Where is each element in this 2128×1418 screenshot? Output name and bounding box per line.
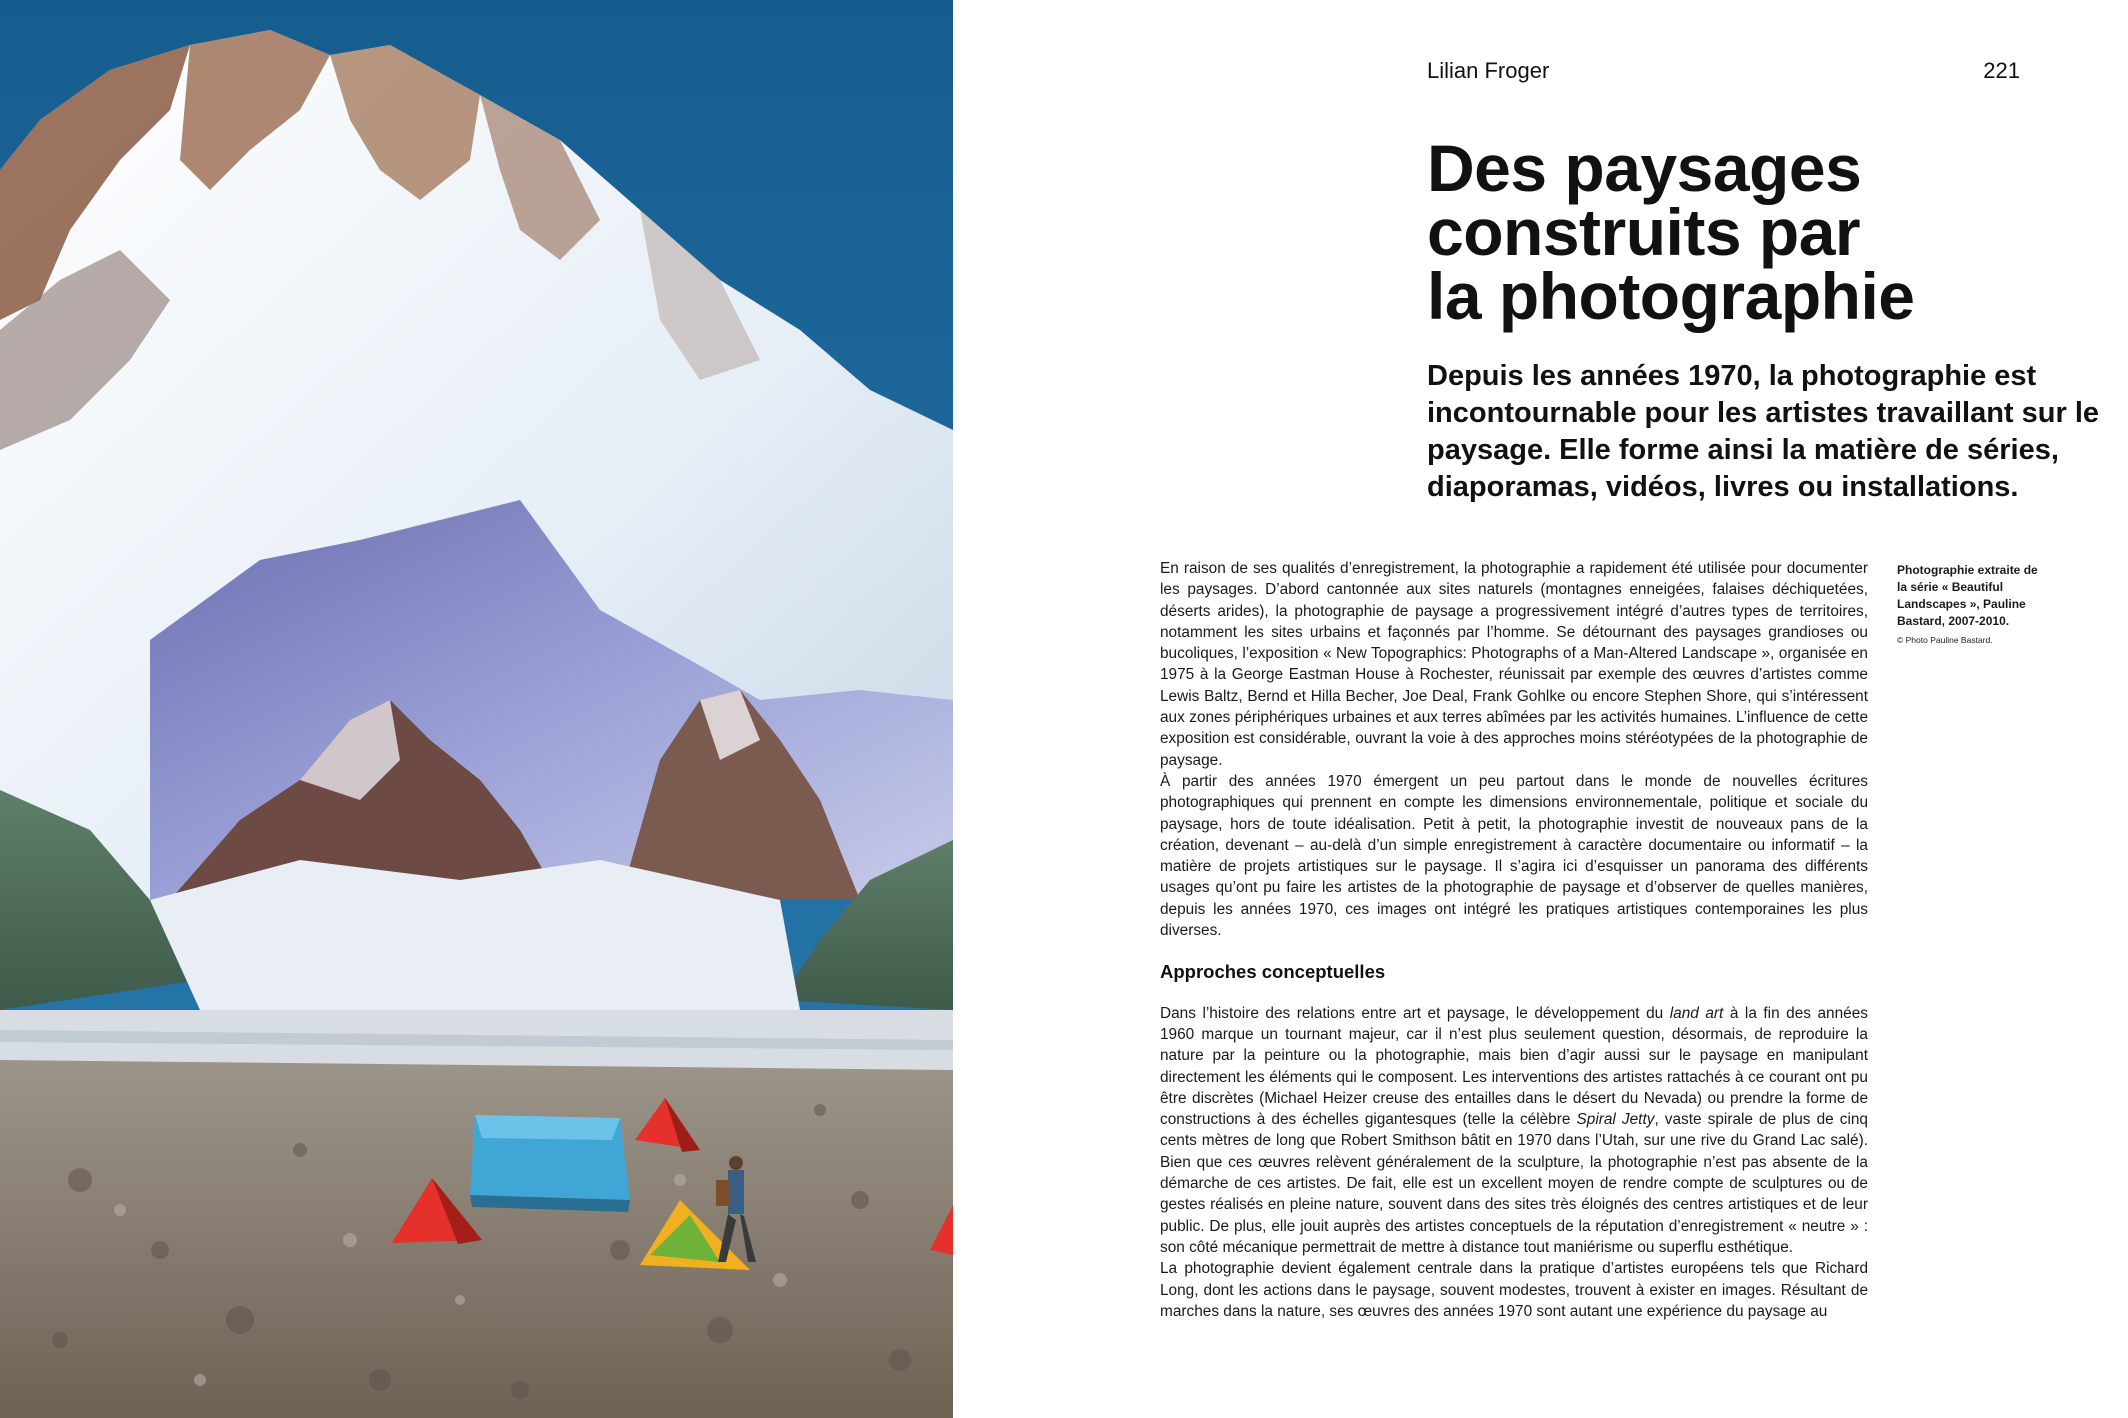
paragraph-3-part-b: à la fin des années 1960 marque un tournant majeur, car il n’est plus seulement question, désormais, de reproduire la nature par la peinture ou la photographie, mais bien d’agir aussi sur le paysage en manipulant directement les éléments qui le composent. Les interventions des artistes rattachés à ce courant ont pu être discrètes (Michael Heizer creuse des entailles dans le désert du Nevada) ou prendre la forme de constructions à des échelles gigantesques (telle la célèbre [1160, 1004, 1868, 1129]
paragraph-4: La photographie devient également centrale dans la pratique d’artistes européens tels que Richard Long, dont les actions dans le paysage, souvent modestes, trouvent à exister en images. Résultant de marches dans la nature, ses œuvres des années 1970 sont autant une expérience du paysage au [1160, 1260, 1868, 1320]
title-line-3: la photographie [1427, 259, 1915, 333]
article-lede: Depuis les années 1970, la photographie est incontournable pour les artistes travaillant sur le paysage. Elle forme ainsi la matière de séries, diaporamas, vidéos, livres ou installations. [1427, 360, 2100, 503]
article-title [1427, 131, 2087, 333]
mountain-collage-illustration [0, 0, 953, 1418]
article-page [953, 0, 2128, 1418]
running-header-author: Lilian Froger [1427, 58, 1550, 83]
title-line-1: Des paysages [1427, 131, 1862, 205]
spiral-jetty-title: Spiral Jetty [1576, 1111, 1655, 1129]
photo-credit: © Photo Pauline Bastard. [1897, 635, 1993, 645]
paragraph-2: À partir des années 1970 émergent un peu partout dans le monde de nouvelles écritures photographiques qui prennent en compte les dimensions environnementale, politique et sociale du paysage, hors de toute idéalisation. Petit à petit, la photographie investit de nouveaux pans de la création, devenant – au-delà d’un simple enregistrement à caractère documentaire ou informatif – la matière de projets artistiques sur le paysage. Il s’agira ici d’esquisser un panorama des différents usages qu’ont pu faire les artistes de la photographie de paysage et d’observer de quelles manières, depuis les années 1970, ces images ont intégré les pratiques artistiques contemporaines les plus diverses. [1160, 772, 1868, 940]
land-art-term: land art [1669, 1004, 1724, 1022]
caption-text: Photographie extraite de la série « Beautiful Landscapes », Pauline Bastard, 2007-2010. [1897, 563, 2038, 628]
paragraph-3-part-a: Dans l’histoire des relations entre art et paysage, le développement du [1160, 1004, 1670, 1022]
title-line-2: construits par [1427, 195, 1861, 269]
page-number: 221 [1983, 58, 2020, 83]
photo-caption [1897, 562, 2047, 649]
section-heading: Approches conceptuelles [1160, 961, 1386, 983]
tent-blue [470, 1115, 630, 1212]
paragraph-3-part-c: , vaste spirale de plus de cinq cents mètres de long que Robert Smithson bâtit en 1970 dans l’Utah, sur une rive du Grand Lac salé). Bien que ces œuvres relèvent généralement de la sculpture, la photographie n’est pas absente de la démarche de ces artistes. De fait, elle est un excellent moyen de rendre compte de sculptures ou de gestes réalisés en pleine nature, souvent dans des sites très éloignés des centres artistiques et de leur public. De plus, elle jouit auprès des artistes conceptuels de la réputation d’enregistrement « neutre » : son côté mécanique permettrait de mettre à distance tout maniérisme ou superflu esthétique. [1160, 1111, 1868, 1256]
collage-photograph [0, 0, 953, 1418]
article-body [1160, 558, 1868, 1322]
paragraph-3 [1160, 1003, 1868, 1259]
paragraph-1: En raison de ses qualités d’enregistrement, la photographie a rapidement été utilisée pour documenter les paysages. D’abord cantonnée aux sites naturels (montagnes enneigées, falaises déchiquetées, déserts arides), la photographie de paysage a progressivement intégré d’autres types de territoires, notamment les sites urbains et façonnés par l’homme. Se détournant des paysages grandioses ou bucoliques, l’exposition « New Topographics: Photographs of a Man-Altered Landscape », organisée en 1975 à la George Eastman House à Rochester, réunissait par exemple des œuvres d’artistes comme Lewis Baltz, Bernd et Hilla Becher, Joe Deal, Frank Gohlke ou encore Stephen Shore, qui s’intéressent aux zones périphériques urbaines et aux terres abîmées par les activités humaines. L’influence de cette exposition est considérable, ouvrant la voie à des approches moins stéréotypées de la photographie de paysage. [1160, 560, 1868, 769]
